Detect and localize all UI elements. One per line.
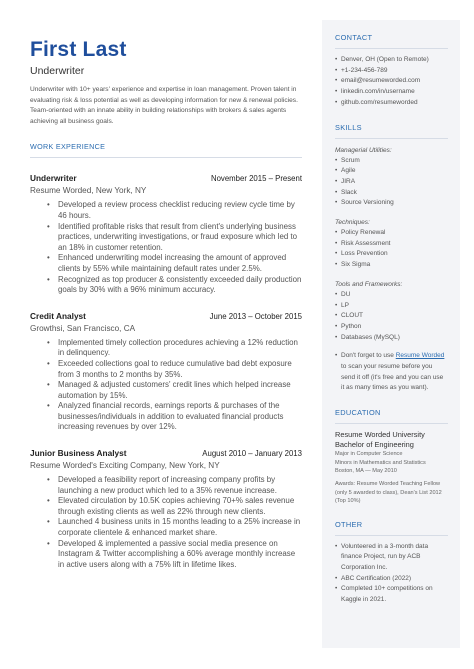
skill-item: • Scrum [335, 156, 448, 167]
resume-worded-link[interactable]: Resume Worded [395, 352, 445, 360]
contact-section [335, 33, 448, 109]
other-item: • Completed 10+ competitions on Kaggle in 2021. [335, 584, 448, 605]
skill-item: • DU [335, 290, 448, 301]
education-section [335, 408, 448, 505]
other-item: • ABC Certification (2022) [335, 574, 448, 585]
job-bullet: • Managed & adjusted customers' credit lines which helped increase automation by 15%. [47, 380, 302, 401]
education-major: Major in Computer Science [335, 451, 403, 458]
skill-item: • Python [335, 322, 448, 333]
resume-tip [335, 351, 448, 394]
skills-section [335, 123, 448, 395]
other-heading: OTHER [335, 519, 363, 529]
job-company: Growthsi, San Francisco, CA [30, 323, 136, 333]
skill-item: • Agile [335, 166, 448, 177]
job-bullet: • Implemented timely collection procedures achieving a 12% reduction in delinquency. [47, 338, 302, 359]
job-bullet: • Elevated circulation by 10.5K copies achieving 70+% sales revenue through existing clients as well as 22% through new clients. [47, 496, 302, 517]
job-entry [30, 311, 302, 433]
job-role: Junior Business Analyst [30, 448, 127, 459]
section-divider [335, 423, 448, 424]
job-bullet: • Analyzed financial records, earnings reports & purchases of the businesses/individuals in addition to evaluated financial products increasing revenues by over 12%. [47, 401, 302, 433]
main-column [30, 38, 302, 570]
job-bullet: • Developed & implemented a passive social media presence on Instagram & Twitter accomplishing a 60% average monthly increase in active users along with a 75% lift in lifetime likes. [47, 539, 302, 571]
education-heading: EDUCATION [335, 408, 381, 418]
job-bullet: • Developed a feasibility report of increasing company profits by launching a new product which led to a 35% revenue increase. [47, 475, 302, 496]
candidate-title: Underwriter [30, 65, 85, 77]
skill-item: • JIRA [335, 177, 448, 188]
education-school: Resume Worded University [335, 430, 425, 440]
skill-item: • LP [335, 301, 448, 312]
contact-location: • Denver, OH (Open to Remote) [335, 55, 448, 66]
other-section [335, 520, 448, 606]
job-company: Resume Worded's Exciting Company, New York, NY [30, 461, 220, 471]
education-awards: Awards: Resume Worded Teaching Fellow (only 5 awarded to class), Dean's List 2012 (Top 10%) [335, 481, 442, 505]
job-bullet: • Enhanced underwriting model increasing the amount of approved clients by 55% while maintaining default rates under 2.5%. [47, 253, 302, 274]
section-divider [335, 138, 448, 139]
skill-group-label: Techniques: [335, 219, 370, 227]
education-location-date: Boston, MA — May 2010 [335, 467, 397, 474]
contact-heading: CONTACT [335, 33, 373, 42]
skill-group-label: Managerial Utilities: [335, 146, 392, 154]
contact-phone[interactable]: • +1-234-456-789 [335, 66, 448, 77]
resume-tip-before: Don't forget to use [341, 352, 396, 360]
job-bullet: • Exceeded collections goal to reduce cumulative bad debt exposure from 3 months to 2 months by 35%. [47, 359, 302, 380]
skill-item: • Six Sigma [335, 260, 448, 271]
skill-item: • Databases (MySQL) [335, 333, 448, 344]
job-bullet: • Identified profitable risks that result from client's underlying business practices, underwriting investigations, or fraud exposure which led to an 18% in customer retention. [47, 222, 302, 254]
skill-group-label: Tools and Frameworks: [335, 280, 403, 288]
work-experience-heading: WORK EXPERIENCE [30, 142, 106, 152]
section-divider [335, 535, 448, 536]
skill-item: • Slack [335, 188, 448, 199]
section-divider [335, 48, 448, 49]
contact-email[interactable]: • email@resumeworded.com [335, 76, 448, 87]
job-bullet: • Recognized as top producer & consistently exceeded daily production goals by 30% with a 96% minimum accuracy. [47, 275, 302, 296]
job-entry [30, 173, 302, 295]
job-date: August 2010 – January 2013 [202, 449, 302, 459]
job-entry [30, 448, 302, 570]
skill-item: • Source Versioning [335, 198, 448, 209]
education-degree: Bachelor of Engineering [335, 440, 414, 450]
contact-github[interactable]: • github.com/resumeworded [335, 98, 448, 109]
job-date: November 2015 – Present [210, 174, 302, 184]
education-minor: Minors in Mathematics and Statistics [335, 459, 426, 466]
section-divider [30, 157, 302, 158]
job-date: June 2013 – October 2015 [209, 311, 302, 321]
job-bullet: • Launched 4 business units in 15 months leading to a 25% increase in corporate clientele & enhanced market share. [47, 517, 302, 538]
skill-item: • Risk Assessment [335, 239, 448, 250]
resume-tip-after: to scan your resume before you send it off (it's free and you can use it as many times as you want). [341, 363, 444, 392]
job-company: Resume Worded, New York, NY [30, 186, 147, 196]
candidate-name: First Last [30, 38, 127, 61]
skill-item: • Loss Prevention [335, 249, 448, 260]
other-item: • Volunteered in a 3-month data finance Project, run by ACB Corporation Inc. [335, 542, 448, 574]
job-role: Credit Analyst [30, 310, 86, 321]
skill-item: • Policy Renewal [335, 228, 448, 239]
summary-paragraph: Underwriter with 10+ years' experience and expertise in loan management. Proven talent in evaluating risk & loss potential as well as developing information for new & renewal policies. Team-oriented with an innate ability in building relationships with brokers & sales agents achieving all business goals. [30, 86, 298, 125]
job-role: Underwriter [30, 173, 77, 184]
sidebar [322, 20, 460, 648]
skills-heading: SKILLS [335, 122, 362, 132]
skill-item: • CLOUT [335, 311, 448, 322]
job-bullet: • Developed a review process checklist reducing review cycle time by 46 hours. [47, 200, 302, 221]
contact-linkedin[interactable]: • linkedin.com/in/username [335, 87, 448, 98]
